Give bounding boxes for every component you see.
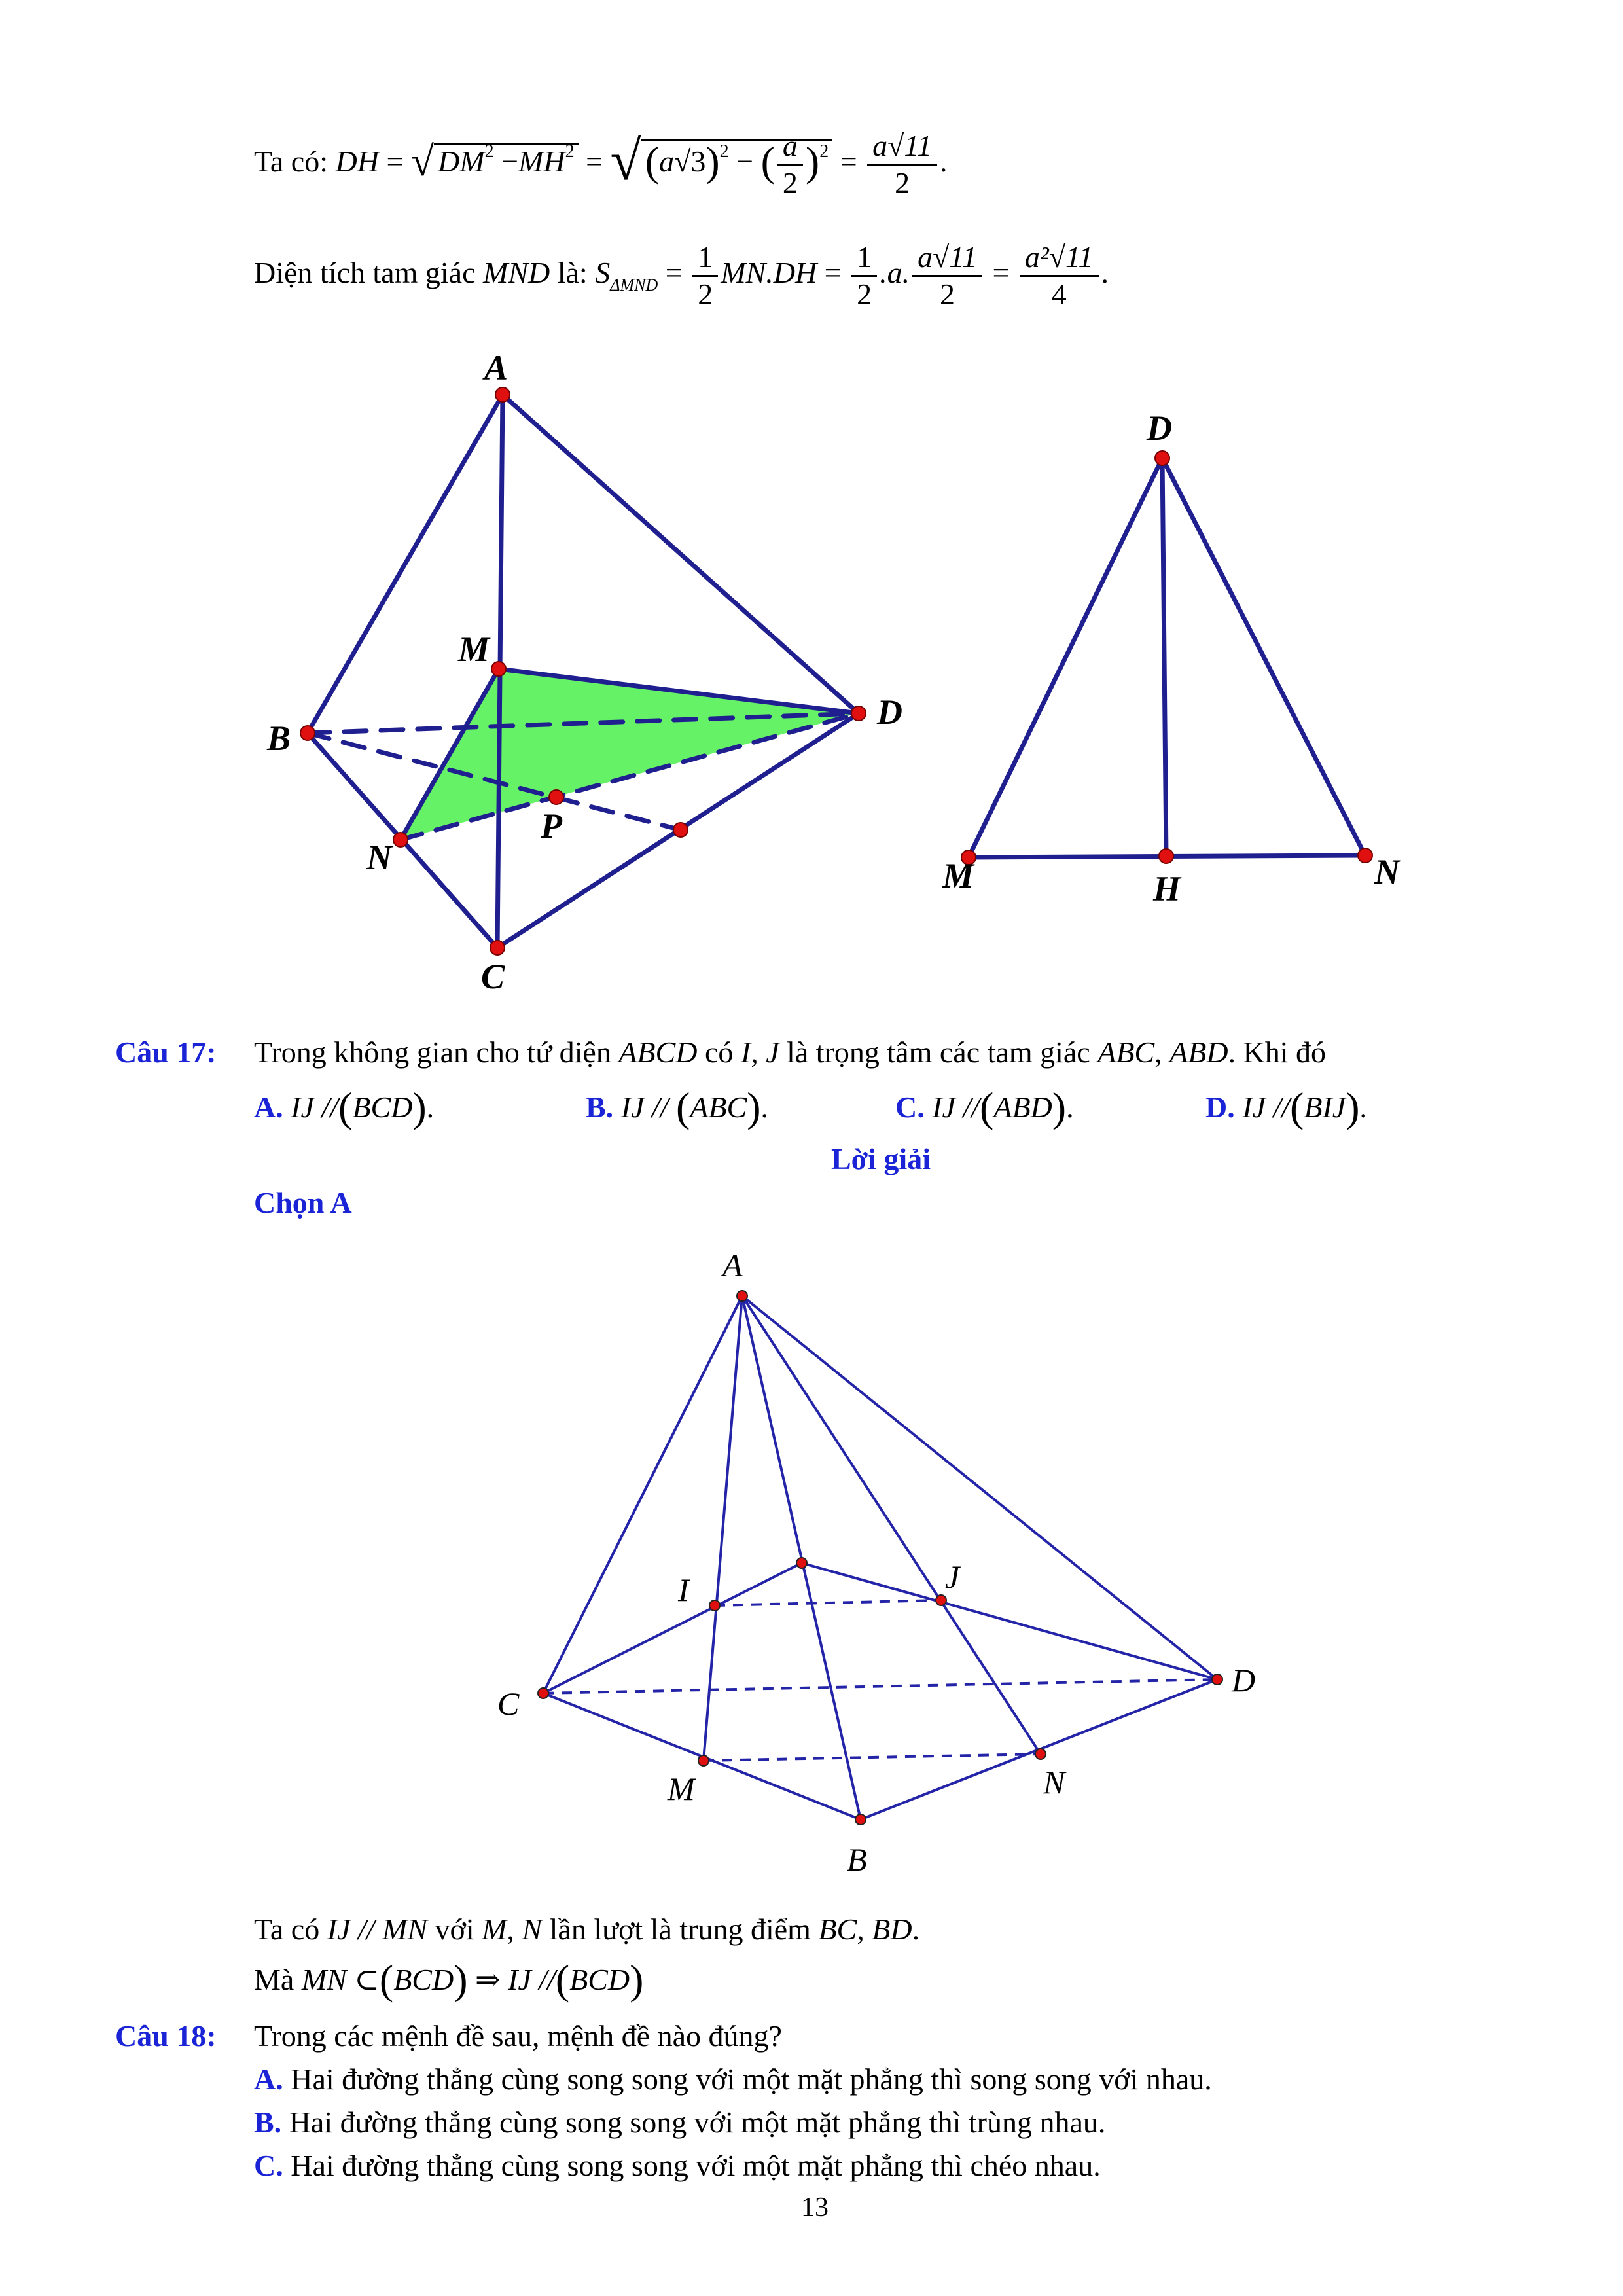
f3-point-i bbox=[709, 1600, 720, 1611]
f3-point-j bbox=[936, 1595, 946, 1605]
half-den: 2 bbox=[698, 278, 713, 311]
area-la: là: bbox=[557, 256, 588, 290]
label-c: C bbox=[481, 957, 505, 996]
q17-text-3: . Khi đó bbox=[1228, 1035, 1327, 1069]
q18-option-b[interactable] bbox=[254, 2108, 1105, 2138]
f3-edge-ad bbox=[742, 1296, 1217, 1679]
symbol-a-mid: .a. bbox=[880, 256, 910, 290]
edge-ab bbox=[308, 395, 503, 733]
q17-option-c[interactable]: C. IJ //(ABD). bbox=[895, 1084, 1074, 1130]
q17-abcd: ABCD bbox=[618, 1035, 698, 1069]
q17-option-a[interactable]: A. IJ //(BCD). bbox=[254, 1084, 435, 1130]
sol-lan-luot: lần lượt là trung điểm bbox=[549, 1912, 811, 1946]
q17-option-a-plane: BCD bbox=[352, 1090, 413, 1124]
f3-label-a: A bbox=[722, 1247, 743, 1283]
pow-2: 2 bbox=[484, 141, 494, 162]
q17-comma-2: , bbox=[1154, 1035, 1162, 1069]
label-d: D bbox=[877, 692, 902, 732]
question-18-text: Trong các mệnh đề sau, mệnh đề nào đúng? bbox=[254, 2019, 782, 2053]
pow-2b: 2 bbox=[565, 141, 575, 162]
f3-edge-mn-dashed bbox=[704, 1754, 1041, 1761]
half-den-2: 2 bbox=[857, 278, 872, 311]
symbol-mn-dh: MN.DH bbox=[721, 256, 817, 290]
q17-option-b[interactable]: B. IJ // (ABC). bbox=[586, 1084, 768, 1130]
sol-ta-co: Ta có bbox=[254, 1912, 320, 1946]
pow-2d: 2 bbox=[819, 141, 829, 162]
q18-option-c-text: Hai đường thẳng cùng song song với một mặt phẳng thì chéo nhau. bbox=[291, 2149, 1101, 2182]
f3-point-n bbox=[1035, 1749, 1046, 1759]
solution-line-2: Mà MN ⊂(BCD) ⇒ IJ //(BCD) bbox=[254, 1956, 644, 2003]
half-num-2: 1 bbox=[851, 242, 877, 277]
sol-ij-mn: IJ // MN bbox=[327, 1912, 428, 1946]
f3-point-p bbox=[796, 1558, 807, 1568]
q17-comma: , bbox=[751, 1035, 758, 1069]
question-18-label: Câu 18: bbox=[115, 2019, 217, 2053]
point-b bbox=[300, 726, 315, 740]
tri-label-h: H bbox=[1153, 869, 1181, 908]
f3-edge-ac bbox=[543, 1296, 742, 1693]
q17-j: J bbox=[766, 1035, 779, 1069]
sol-bc: BC bbox=[818, 1912, 857, 1946]
sol-mn-sub: MN ⊂ bbox=[301, 1963, 380, 1996]
f3-label-d: D bbox=[1232, 1662, 1256, 1698]
point-m bbox=[491, 662, 506, 676]
q17-text-2: là trọng tâm các tam giác bbox=[787, 1035, 1090, 1069]
frac-den: 2 bbox=[940, 278, 955, 311]
area-result-num: a²√11 bbox=[1020, 242, 1099, 277]
formula-prefix: Ta có: bbox=[254, 145, 329, 179]
solution-line-1: Ta có IJ // MN với M, N lần lượt là trung điểm BC, BD. bbox=[254, 1912, 920, 1946]
question-17-label: Câu 17: bbox=[115, 1035, 217, 1069]
frac-num: a√11 bbox=[912, 242, 982, 277]
tri-point-h bbox=[1159, 849, 1173, 863]
symbol-mh: MH bbox=[518, 145, 565, 179]
dot: . bbox=[940, 145, 948, 179]
point-mid-cd bbox=[673, 823, 688, 837]
q17-option-b-expr: IJ // bbox=[620, 1090, 669, 1124]
equals-3: = bbox=[840, 145, 857, 179]
symbol-s-sub: ΔMND bbox=[610, 276, 658, 295]
area-prefix: Diện tích tam giác bbox=[254, 256, 476, 290]
f3-label-i: I bbox=[678, 1571, 689, 1608]
f3-point-b bbox=[855, 1814, 866, 1825]
sol-m: M bbox=[482, 1912, 507, 1946]
f3-label-j: J bbox=[945, 1558, 960, 1595]
q17-option-d[interactable]: D. IJ //(BIJ). bbox=[1205, 1084, 1367, 1130]
label-n: N bbox=[366, 838, 392, 877]
digit-3: 3 bbox=[690, 145, 706, 179]
tri-label-m: M bbox=[942, 856, 974, 895]
q17-option-b-key: B. bbox=[586, 1090, 614, 1124]
equals-2: = bbox=[586, 145, 603, 179]
result-den: 2 bbox=[895, 166, 910, 200]
page-number: 13 bbox=[801, 2193, 829, 2223]
question-17 bbox=[115, 1037, 217, 1067]
tri-point-d bbox=[1155, 451, 1169, 465]
q17-option-c-expr: IJ // bbox=[932, 1090, 980, 1124]
solution-title: Lời giải bbox=[831, 1142, 931, 1175]
q17-i: I bbox=[740, 1035, 751, 1069]
tri-altitude-dh bbox=[1162, 458, 1166, 856]
symbol-a: a bbox=[659, 145, 675, 179]
f3-point-d bbox=[1212, 1674, 1222, 1685]
point-c bbox=[490, 941, 505, 955]
f3-label-n: N bbox=[1043, 1764, 1065, 1801]
dot-2: . bbox=[1101, 256, 1109, 290]
symbol-dh: DH bbox=[335, 145, 379, 179]
q17-co: có bbox=[704, 1035, 734, 1069]
q18-option-a-text: Hai đường thẳng cùng song song với một mặt phẳng thì song song với nhau. bbox=[291, 2062, 1212, 2096]
minus-2: − bbox=[736, 145, 754, 179]
question-17-text bbox=[254, 1037, 1326, 1067]
point-a bbox=[495, 387, 510, 402]
label-m: M bbox=[458, 630, 490, 669]
point-p bbox=[549, 790, 563, 804]
q17-option-d-expr: IJ // bbox=[1242, 1090, 1291, 1124]
sol-implies: ⇒ IJ // bbox=[475, 1963, 556, 1996]
q18-option-a-key: A. bbox=[254, 2062, 283, 2096]
question-18 bbox=[115, 2021, 217, 2051]
triangle-mnd-fill bbox=[401, 669, 857, 840]
formula-area: Diện tích tam giác MND là: $S_{\Delta MND}$ = $\frac{1}{2}$ MN.DH = $\frac{1}{2}$ .a. $\frac{a√11}{2}$ = $\frac{\text{a²√11}}{4}$ . bbox=[254, 240, 1109, 311]
tri-label-d: D bbox=[1147, 408, 1172, 448]
f3-label-m: M bbox=[668, 1770, 695, 1807]
symbol-mnd: MND bbox=[483, 256, 550, 290]
f3-edge-ij-dashed bbox=[715, 1600, 941, 1605]
symbol-s: S bbox=[595, 256, 611, 290]
q17-option-d-plane: BIJ bbox=[1304, 1090, 1346, 1124]
q17-option-d-key: D. bbox=[1205, 1090, 1235, 1124]
q17-option-c-plane: ABD bbox=[993, 1090, 1052, 1124]
q18-option-b-text: Hai đường thẳng cùng song song với một mặt phẳng thì trùng nhau. bbox=[289, 2106, 1106, 2139]
f3-point-c bbox=[538, 1688, 548, 1698]
edge-ad bbox=[503, 395, 859, 713]
f3-edge-c-p bbox=[543, 1563, 802, 1693]
q17-option-b-plane: ABC bbox=[690, 1090, 747, 1124]
q17-text-1: Trong không gian cho tứ diện bbox=[254, 1035, 611, 1069]
point-n bbox=[393, 833, 408, 847]
minus: − bbox=[501, 145, 519, 179]
q17-abd: ABD bbox=[1169, 1035, 1228, 1069]
tri-point-n bbox=[1358, 848, 1372, 863]
sol-n: N bbox=[522, 1912, 543, 1946]
q17-option-a-expr: IJ // bbox=[291, 1090, 339, 1124]
q18-option-c[interactable] bbox=[254, 2151, 1101, 2181]
q17-option-a-key: A. bbox=[254, 1090, 283, 1124]
area-result-den: 4 bbox=[1051, 278, 1067, 311]
formula-dh: Ta có: DH = √ $DM^2 -MH^2 = √(a√3)^2$ − ( $\frac{a}{2}$ )$^2$ = $\frac{a√11}{2}$ . bbox=[254, 129, 948, 200]
f3-edge-cd-dashed bbox=[543, 1679, 1217, 1693]
q18-option-a[interactable] bbox=[254, 2064, 1212, 2094]
tri-edge-dn bbox=[1162, 458, 1365, 855]
f3-point-m bbox=[698, 1755, 709, 1766]
symbol-dm: DM bbox=[438, 145, 485, 179]
frac-a-den: 2 bbox=[782, 166, 798, 200]
tri-label-n: N bbox=[1374, 852, 1400, 891]
sol-bcd: BCD bbox=[393, 1963, 454, 1996]
frac-a-num: a bbox=[777, 131, 803, 166]
q18-option-c-key: C. bbox=[254, 2149, 283, 2182]
q18-option-b-key: B. bbox=[254, 2106, 282, 2139]
label-a: A bbox=[484, 348, 508, 387]
sol-bcd-2: BCD bbox=[569, 1963, 630, 1996]
equals: = bbox=[386, 145, 404, 179]
tri-edge-dm bbox=[969, 458, 1162, 857]
sol-bd: BD bbox=[872, 1912, 912, 1946]
label-b: B bbox=[267, 719, 291, 758]
q17-option-c-key: C. bbox=[895, 1090, 925, 1124]
f3-label-b: B bbox=[847, 1841, 867, 1878]
f3-edge-p-d bbox=[802, 1563, 1217, 1679]
solution-choice: Chọn A bbox=[254, 1186, 352, 1219]
point-d bbox=[851, 706, 866, 721]
half-num: 1 bbox=[692, 242, 718, 277]
sol-voi: với bbox=[435, 1912, 474, 1946]
label-p: P bbox=[541, 806, 562, 846]
f3-label-c: C bbox=[497, 1685, 520, 1722]
pow-2c: 2 bbox=[719, 141, 729, 162]
q17-abc: ABC bbox=[1097, 1035, 1155, 1069]
result-num: a√11 bbox=[867, 131, 937, 166]
sol-ma: Mà bbox=[254, 1963, 294, 1996]
f3-point-a bbox=[737, 1291, 747, 1301]
